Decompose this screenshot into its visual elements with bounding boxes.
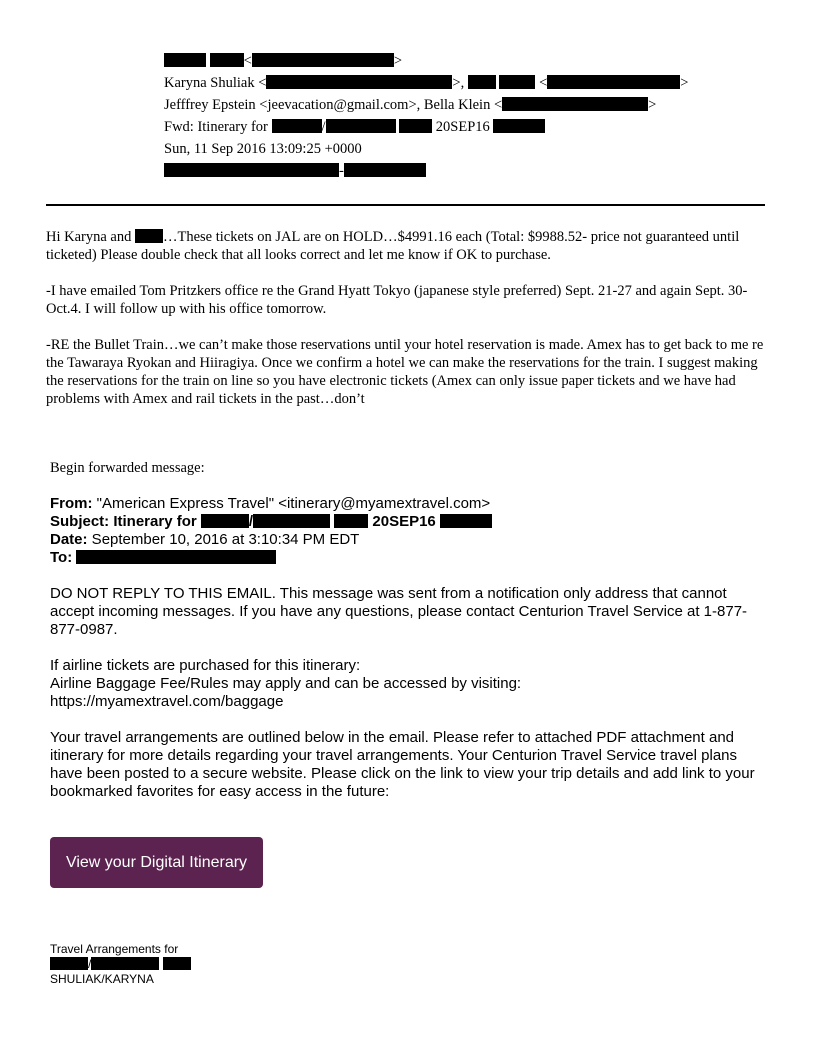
- attachments-value[interactable]: -: [164, 163, 426, 180]
- redaction: [468, 75, 496, 89]
- fwd-from-value: "American Express Travel" <itinerary@myamextravel.com>: [92, 495, 491, 512]
- fwd-subject-code: 20SEP16: [368, 513, 440, 530]
- redaction: [399, 119, 432, 133]
- subject-value: Fwd: Itinerary for / 20SEP16: [164, 119, 545, 136]
- redaction: [272, 119, 322, 133]
- body-paragraph-2: -I have emailed Tom Pritzkers office re the Grand Hyatt Tokyo (japanese style preferred) Sept. 21-27 and again Sept. 30-Oct.4. I will follow up with his office tomorrow.: [46, 283, 748, 317]
- arrangements-paragraph: Your travel arrangements are outlined below in the email. Please refer to attached PDF attachment and itinerary for more details regarding your travel arrangements. Your Centurion Travel Service travel plans have been posted to a secure website. Please click on the link to view your trip details and add link to your bookmarked favorites for easy access in the future:: [50, 729, 755, 800]
- no-reply-notice: DO NOT REPLY TO THIS EMAIL. This message was sent from a notification only address that cannot accept incoming messages. If you have any questions, please contact Centurion Travel Service at 1-877-877-0987.: [50, 585, 748, 638]
- fwd-from-label: From:: [50, 495, 93, 512]
- fwd-subject-label: Subject: Itinerary for: [50, 513, 201, 530]
- cc-end: >: [648, 97, 657, 113]
- redaction: [201, 514, 249, 528]
- redaction: [266, 75, 452, 89]
- cc-text: Jefffrey Epstein <jeevacation@gmail.com>, Bella Klein <: [164, 97, 503, 113]
- subject-prefix: Fwd: Itinerary for: [164, 119, 272, 135]
- traveler-redacted-row: /: [50, 957, 770, 972]
- redaction: [326, 119, 396, 133]
- redaction: [135, 229, 163, 243]
- redaction: [334, 514, 368, 528]
- subject-code: 20SEP16: [432, 119, 494, 135]
- redaction: [50, 957, 88, 970]
- redaction: [210, 53, 244, 67]
- baggage-line-2: Airline Baggage Fee/Rules may apply and can be accessed by visiting:: [50, 675, 522, 692]
- fwd-to-row: [50, 549, 770, 567]
- redaction: [91, 957, 159, 970]
- date-value: Sun, 11 Sep 2016 13:09:25 +0000: [164, 141, 362, 157]
- fwd-to-label: To:: [50, 549, 73, 566]
- redaction: [164, 53, 206, 67]
- to-name: Karyna Shuliak <: [164, 75, 267, 91]
- to-separator: >,: [452, 75, 468, 91]
- forward-intro: Begin forwarded message:: [50, 460, 205, 476]
- to-value: [164, 75, 688, 92]
- redaction: [253, 514, 330, 528]
- cc-value: [164, 97, 656, 114]
- redaction: [493, 119, 545, 133]
- redaction: [76, 550, 276, 564]
- to-separator: <: [535, 75, 548, 91]
- greeting: Hi Karyna and: [46, 229, 135, 245]
- fwd-date-label: Date:: [50, 531, 88, 548]
- fwd-subject-row: Subject: Itinerary for / 20SEP16: [50, 513, 770, 531]
- redaction: [344, 163, 426, 177]
- traveler-name: SHULIAK/KARYNA: [50, 972, 154, 986]
- baggage-link[interactable]: https://myamextravel.com/baggage: [50, 693, 284, 710]
- redaction: [440, 514, 492, 528]
- to-end: >: [680, 75, 689, 91]
- fwd-date-value: September 10, 2016 at 3:10:34 PM EDT: [87, 531, 360, 548]
- header-divider: [46, 204, 765, 206]
- baggage-line-1: If airline tickets are purchased for this itinerary:: [50, 657, 361, 674]
- body-text: …These tickets on JAL are on HOLD…$4991.16 each (Total: $9988.52- price not guaranteed until ticketed) Please double check that all looks correct and let me know if OK to purchase.: [46, 229, 740, 263]
- redaction: [163, 957, 191, 970]
- fwd-date-row: [50, 531, 770, 549]
- from-value: < >: [164, 53, 402, 70]
- body-paragraph-3: -RE the Bullet Train…we can’t make those reservations until your hotel reservation is made. Amex has to get back to me re the Tawaraya Ryokan and Hiiragiya. Once we confirm a hotel we can make the reservations for the train. I suggest making the reservations for the train on line so you have electronic tickets (Amex can only issue paper tickets and we have had problems with Amex and rail tickets in the past…don’t: [46, 337, 764, 407]
- redaction: [502, 97, 648, 111]
- redaction: [547, 75, 680, 89]
- body-paragraph-1: [46, 228, 766, 264]
- redaction: [252, 53, 394, 67]
- travel-arrangements-label: Travel Arrangements for: [50, 942, 179, 956]
- redaction: [164, 163, 339, 177]
- view-digital-itinerary-button[interactable]: View your Digital Itinerary: [50, 837, 263, 888]
- fwd-from-row: [50, 495, 770, 513]
- redaction: [499, 75, 535, 89]
